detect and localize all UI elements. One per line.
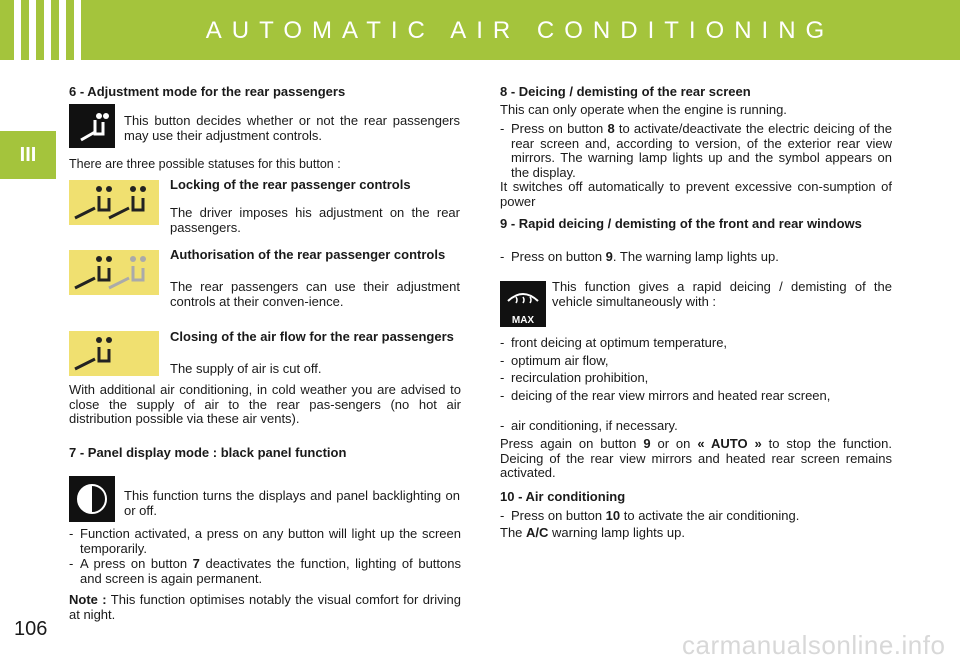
watermark: carmanualsonline.info (682, 630, 946, 660)
lock-text: The driver imposes his adjustment on the rear passengers. (170, 205, 460, 235)
section-9-list-item: - air conditioning, if necessary. (500, 418, 678, 433)
section-8-heading: 8 - Deicing / demisting of the rear screen (500, 84, 751, 99)
header-band (0, 0, 960, 60)
section-9-intro: This function gives a rapid deicing / demisting of the vehicle simultaneously with : (552, 279, 892, 309)
section-7-heading: 7 - Panel display mode : black panel function (69, 445, 347, 460)
section-6-intro: This button decides whether or not the rear passengers may use their adjustment controls. (124, 113, 460, 143)
page-number: 106 (14, 618, 48, 640)
section-9-stop: Press again on button 9 or on « AUTO » to stop the function. Deicing of the rear view mirrors and heated rear screen remains activated. (500, 436, 893, 480)
section-8-line: This can only operate when the engine is running. (500, 102, 787, 117)
rear-airflow-closed-icon (69, 331, 159, 376)
note: Note : This function optimises notably the visual comfort for driving at night. (69, 592, 461, 622)
max-deicing-icon (500, 281, 546, 327)
section-7-item-1: - Function activated, a press on any button will light up the screen temporarily. (69, 526, 461, 556)
section-6-heading: 6 - Adjustment mode for the rear passengers (69, 84, 346, 99)
section-7-intro: This function turns the displays and panel backlighting on or off. (124, 488, 460, 518)
section-6-extra: With additional air conditioning, in cold weather you are advised to close the supply of air to the rear pas-sengers (no hot air distribution possible via these air vents). (69, 382, 461, 426)
close-text: The supply of air is cut off. (170, 361, 322, 376)
section-8-auto-off: It switches off automatically to prevent excessive con-sumption of power (500, 179, 892, 209)
page-title: AUTOMATIC AIR CONDITIONING (205, 17, 835, 44)
rear-control-icon (69, 104, 115, 148)
section-9-list-item: - optimum air flow, (500, 353, 609, 368)
section-8-item: - Press on button 8 to activate/deactivate the electric deicing of the rear screen and, according to version, of the exterior rear view mirrors. The warning lamp lights up and the symbol appears on the display. (500, 121, 892, 180)
rear-locked-icon (69, 180, 159, 225)
section-10-heading: 10 - Air conditioning (500, 489, 626, 504)
section-10-lamp: The A/C warning lamp lights up. (500, 525, 685, 540)
auth-title: Authorisation of the rear passenger controls (170, 247, 446, 262)
section-9-list-item: - recirculation prohibition, (500, 370, 649, 385)
lock-title: Locking of the rear passenger controls (170, 177, 411, 192)
auth-text: The rear passengers can use their adjustment controls at their conven-ience. (170, 279, 460, 309)
chapter-tab: III (0, 131, 56, 179)
section-9-item: - Press on button 9. The warning lamp lights up. (500, 249, 779, 264)
section-9-list-item: - front deicing at optimum temperature, (500, 335, 728, 350)
section-10-item: - Press on button 10 to activate the air conditioning. (500, 508, 800, 523)
svg-text:MAX: MAX (511, 315, 535, 326)
section-9-list-item: - deicing of the rear view mirrors and heated rear screen, (500, 388, 831, 403)
close-title: Closing of the air flow for the rear passengers (170, 329, 454, 344)
section-9-heading: 9 - Rapid deicing / demisting of the front and rear windows (500, 216, 862, 231)
rear-authorised-icon (69, 250, 159, 295)
section-7-item-2: - A press on button 7 deactivates the function, lighting of buttons and screen is again permanent. (69, 556, 461, 586)
section-6-statuses: There are three possible statuses for this button : (69, 157, 341, 171)
header-stripes (14, 0, 81, 60)
black-panel-icon (69, 476, 115, 522)
